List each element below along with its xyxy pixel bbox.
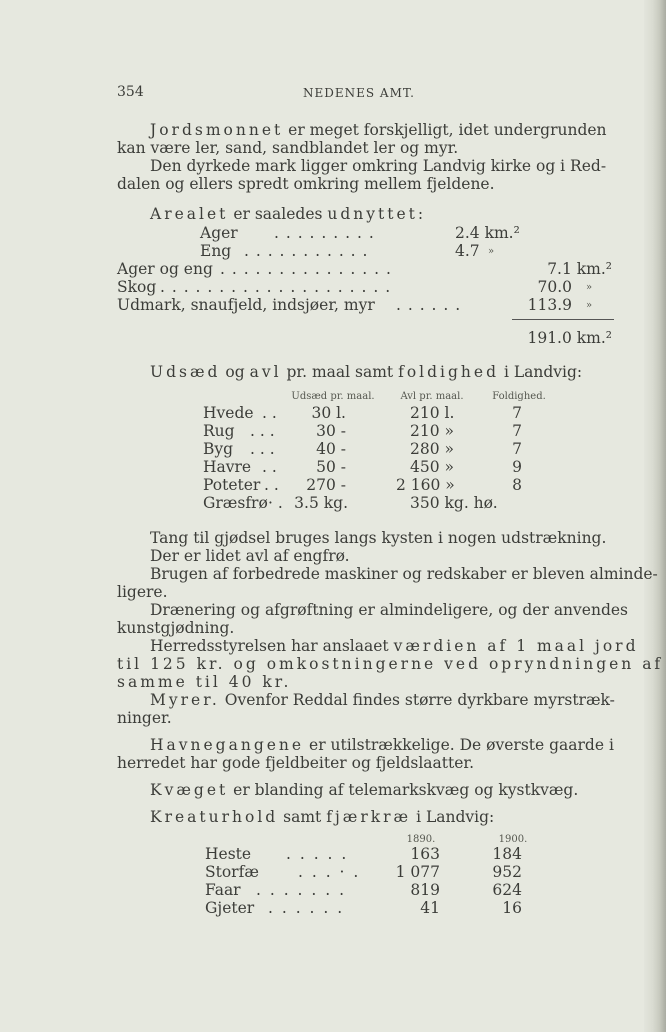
page-number: 354 [117,84,144,100]
livestock-row-heste-1900: 184 [492,845,522,863]
seed-row-rug-crop: Rug [203,422,235,440]
area-total-rule [512,319,614,320]
seed-row-byg-yield: 280 » [410,440,454,458]
livestock-row-gjeter-animal: Gjeter [205,899,255,917]
emphasis-arealet: Arealet [150,205,229,223]
area-total-value: 191.0 km.² [527,329,612,347]
paragraph-2-line-1: Den dyrkede mark ligger omkring Landvig kirke og i Red- [150,157,607,175]
emphasis-jordsmonnet: Jordsmonnet [150,121,284,139]
emphasis-avl: avl [249,363,282,381]
seed-row-poteter-dots: . . [264,476,279,494]
area-summary-skog-value: 70.0 [537,278,572,296]
area-row-ager-value: 2.4 km.² [455,224,520,242]
seed-row-graesfro-seed: 3.5 kg. [294,494,348,512]
seed-row-poteter-crop: Poteter [203,476,261,494]
area-intro-mid: er saaledes [233,205,323,223]
running-title: NEDENES AMT. [303,86,415,100]
herred-line-1-b: værdien af 1 maal jord [393,637,639,655]
area-summary-ager-og-eng-dots: . . . . . . . . . . . . . . . [220,260,392,278]
seed-row-poteter-seed: 270 - [306,476,346,494]
emphasis-udnyttet: udnyttet: [327,205,427,223]
livestock-row-storfae-1900: 952 [492,863,522,881]
livestock-row-heste-dots: . . . . . [286,845,349,863]
area-row-eng-value: 4.7 [455,242,480,260]
seed-row-hvede-yield: 210 l. [410,404,455,422]
kvaeget-rest: er blanding af telemarkskvæg og kystkvæg. [233,781,579,799]
area-summary-skog-label: Skog [117,278,157,296]
seed-intro [150,363,582,381]
paragraph-1-line-2: kan være ler, sand, sandblandet ler og myr. [117,139,459,157]
emphasis-kreaturhold: Kreaturhold [150,808,279,826]
seed-row-hvede-seed: 30 l. [311,404,346,422]
livestock-row-gjeter-dots: . . . . . . [268,899,345,917]
seed-row-rug-fold: 7 [512,422,522,440]
seed-row-byg-fold: 7 [512,440,522,458]
emphasis-kvaeget: Kvæget [150,781,229,799]
seed-row-byg-seed: 40 - [316,440,346,458]
emphasis-myrer: Myrer. [150,691,220,709]
text-tang: Tang til gjødsel bruges langs kysten i nogen udstrækning. [150,529,607,547]
emphasis-fjaerkrae: fjærkræ [326,808,412,826]
livestock-row-heste-1890: 163 [410,845,440,863]
text-herred-line-1 [150,637,639,655]
seed-header-seed: Udsæd pr. maal. [291,391,375,402]
seed-intro-end: i Landvig: [503,363,583,381]
seed-row-rug-seed: 30 - [316,422,346,440]
page-edge-shadow [644,0,666,1032]
seed-row-havre-yield: 450 » [410,458,454,476]
seed-row-graesfro-yield: 350 kg. hø. [410,494,498,512]
seed-row-graesfro-dots: · . [268,494,283,512]
seed-header-yield: Avl pr. maal. [400,391,464,402]
area-summary-skog-dots: . . . . . . . . . . . . . . . . . . . . [160,278,392,296]
area-summary-udmark-dots: . . . . . . [396,296,462,314]
livestock-row-storfae-animal: Storfæ [205,863,259,881]
area-row-eng-label: Eng [200,242,232,260]
herred-line-1-a: Herredsstyrelsen har anslaaet [150,637,389,655]
seed-row-havre-fold: 9 [512,458,522,476]
area-summary-udmark-value: 113.9 [527,296,572,314]
text-herred-line-3: samme til 40 kr. [117,673,292,691]
livestock-row-gjeter-1900: 16 [502,899,522,917]
seed-row-rug-yield: 210 » [410,422,454,440]
text-havnegang-line-2: herredet har gode fjeldbeiter og fjeldslaatter. [117,754,475,772]
seed-row-byg-dots: . . . [250,440,275,458]
livestock-row-faar-1890: 819 [410,881,440,899]
livestock-row-storfae-dots: . . . · . [298,863,361,881]
seed-row-havre-crop: Havre [203,458,252,476]
livestock-year-1890: 1890. [406,834,436,845]
livestock-row-storfae-1890: 1 077 [395,863,440,881]
emphasis-havnegangene: Havnegangene [150,736,305,754]
emphasis-foldighed: foldighed [398,363,499,381]
seed-header-fold: Foldighed. [492,391,546,402]
area-summary-ager-og-eng-label: Ager og eng [117,260,213,278]
text-draenering-line-2: kunstgjødning. [117,619,235,637]
area-row-ager-dots: . . . . . . . . . [274,224,375,242]
text-engfro: Der er lidet avl af engfrø. [150,547,350,565]
area-summary-skog-unit: » [586,282,593,293]
livestock-row-faar-dots: . . . . . . . [256,881,347,899]
text-herred-line-2: til 125 kr. og omkostningerne ved opryndningen af [117,655,664,673]
livestock-row-gjeter-1890: 41 [420,899,440,917]
seed-row-hvede-crop: Hvede [203,404,254,422]
seed-row-havre-dots: . . [262,458,277,476]
text-myrer-line-2: ninger. [117,709,172,727]
livestock-intro-end: i Landvig: [416,808,495,826]
text-brugen-line-1: Brugen af forbedrede maskiner og redskaber er bleven alminde- [150,565,658,583]
livestock-row-faar-animal: Faar [205,881,241,899]
area-row-ager-label: Ager [200,224,238,242]
seed-row-hvede-fold: 7 [512,404,522,422]
livestock-row-faar-1900: 624 [492,881,522,899]
text-kvaeget [150,781,578,799]
text-draenering-line-1: Drænering og afgrøftning er almindeligere, og der anvendes [150,601,629,619]
paragraph-1-line-1 [150,121,607,139]
area-row-eng-unit: » [488,246,495,257]
text-myrer-line-1 [150,691,615,709]
seed-row-poteter-yield: 2 160 » [396,476,455,494]
seed-row-graesfro-crop: Græsfrø [203,494,268,512]
myrer-rest: Ovenfor Reddal findes større dyrkbare myrstræk- [224,691,615,709]
seed-row-byg-crop: Byg [203,440,234,458]
text-brugen-line-2: ligere. [117,583,168,601]
emphasis-udsaed: Udsæd [150,363,221,381]
livestock-year-1900: 1900. [498,834,528,845]
seed-row-havre-seed: 50 - [316,458,346,476]
seed-row-hvede-dots: . . [262,404,277,422]
livestock-intro [150,808,494,826]
area-summary-udmark-unit: » [586,300,593,311]
seed-intro-mid: og [225,363,245,381]
seed-intro-mid2: pr. maal samt [286,363,394,381]
livestock-row-heste-animal: Heste [205,845,252,863]
havnegang-rest: er utilstrækkelige. De øverste gaarde i [309,736,614,754]
paragraph-2-line-2: dalen og ellers spredt omkring mellem fjeldene. [117,175,495,193]
text-havnegang-line-1 [150,736,614,754]
area-summary-ager-og-eng-value: 7.1 km.² [547,260,612,278]
seed-row-poteter-fold: 8 [512,476,522,494]
seed-row-rug-dots: . . . [250,422,275,440]
area-intro [150,205,426,223]
p1-line1-rest: er meget forskjelligt, idet undergrunden [288,121,607,139]
area-summary-udmark-label: Udmark, snaufjeld, indsjøer, myr [117,296,375,314]
livestock-intro-mid: samt [283,808,322,826]
area-row-eng-dots: . . . . . . . . . . . [244,242,369,260]
